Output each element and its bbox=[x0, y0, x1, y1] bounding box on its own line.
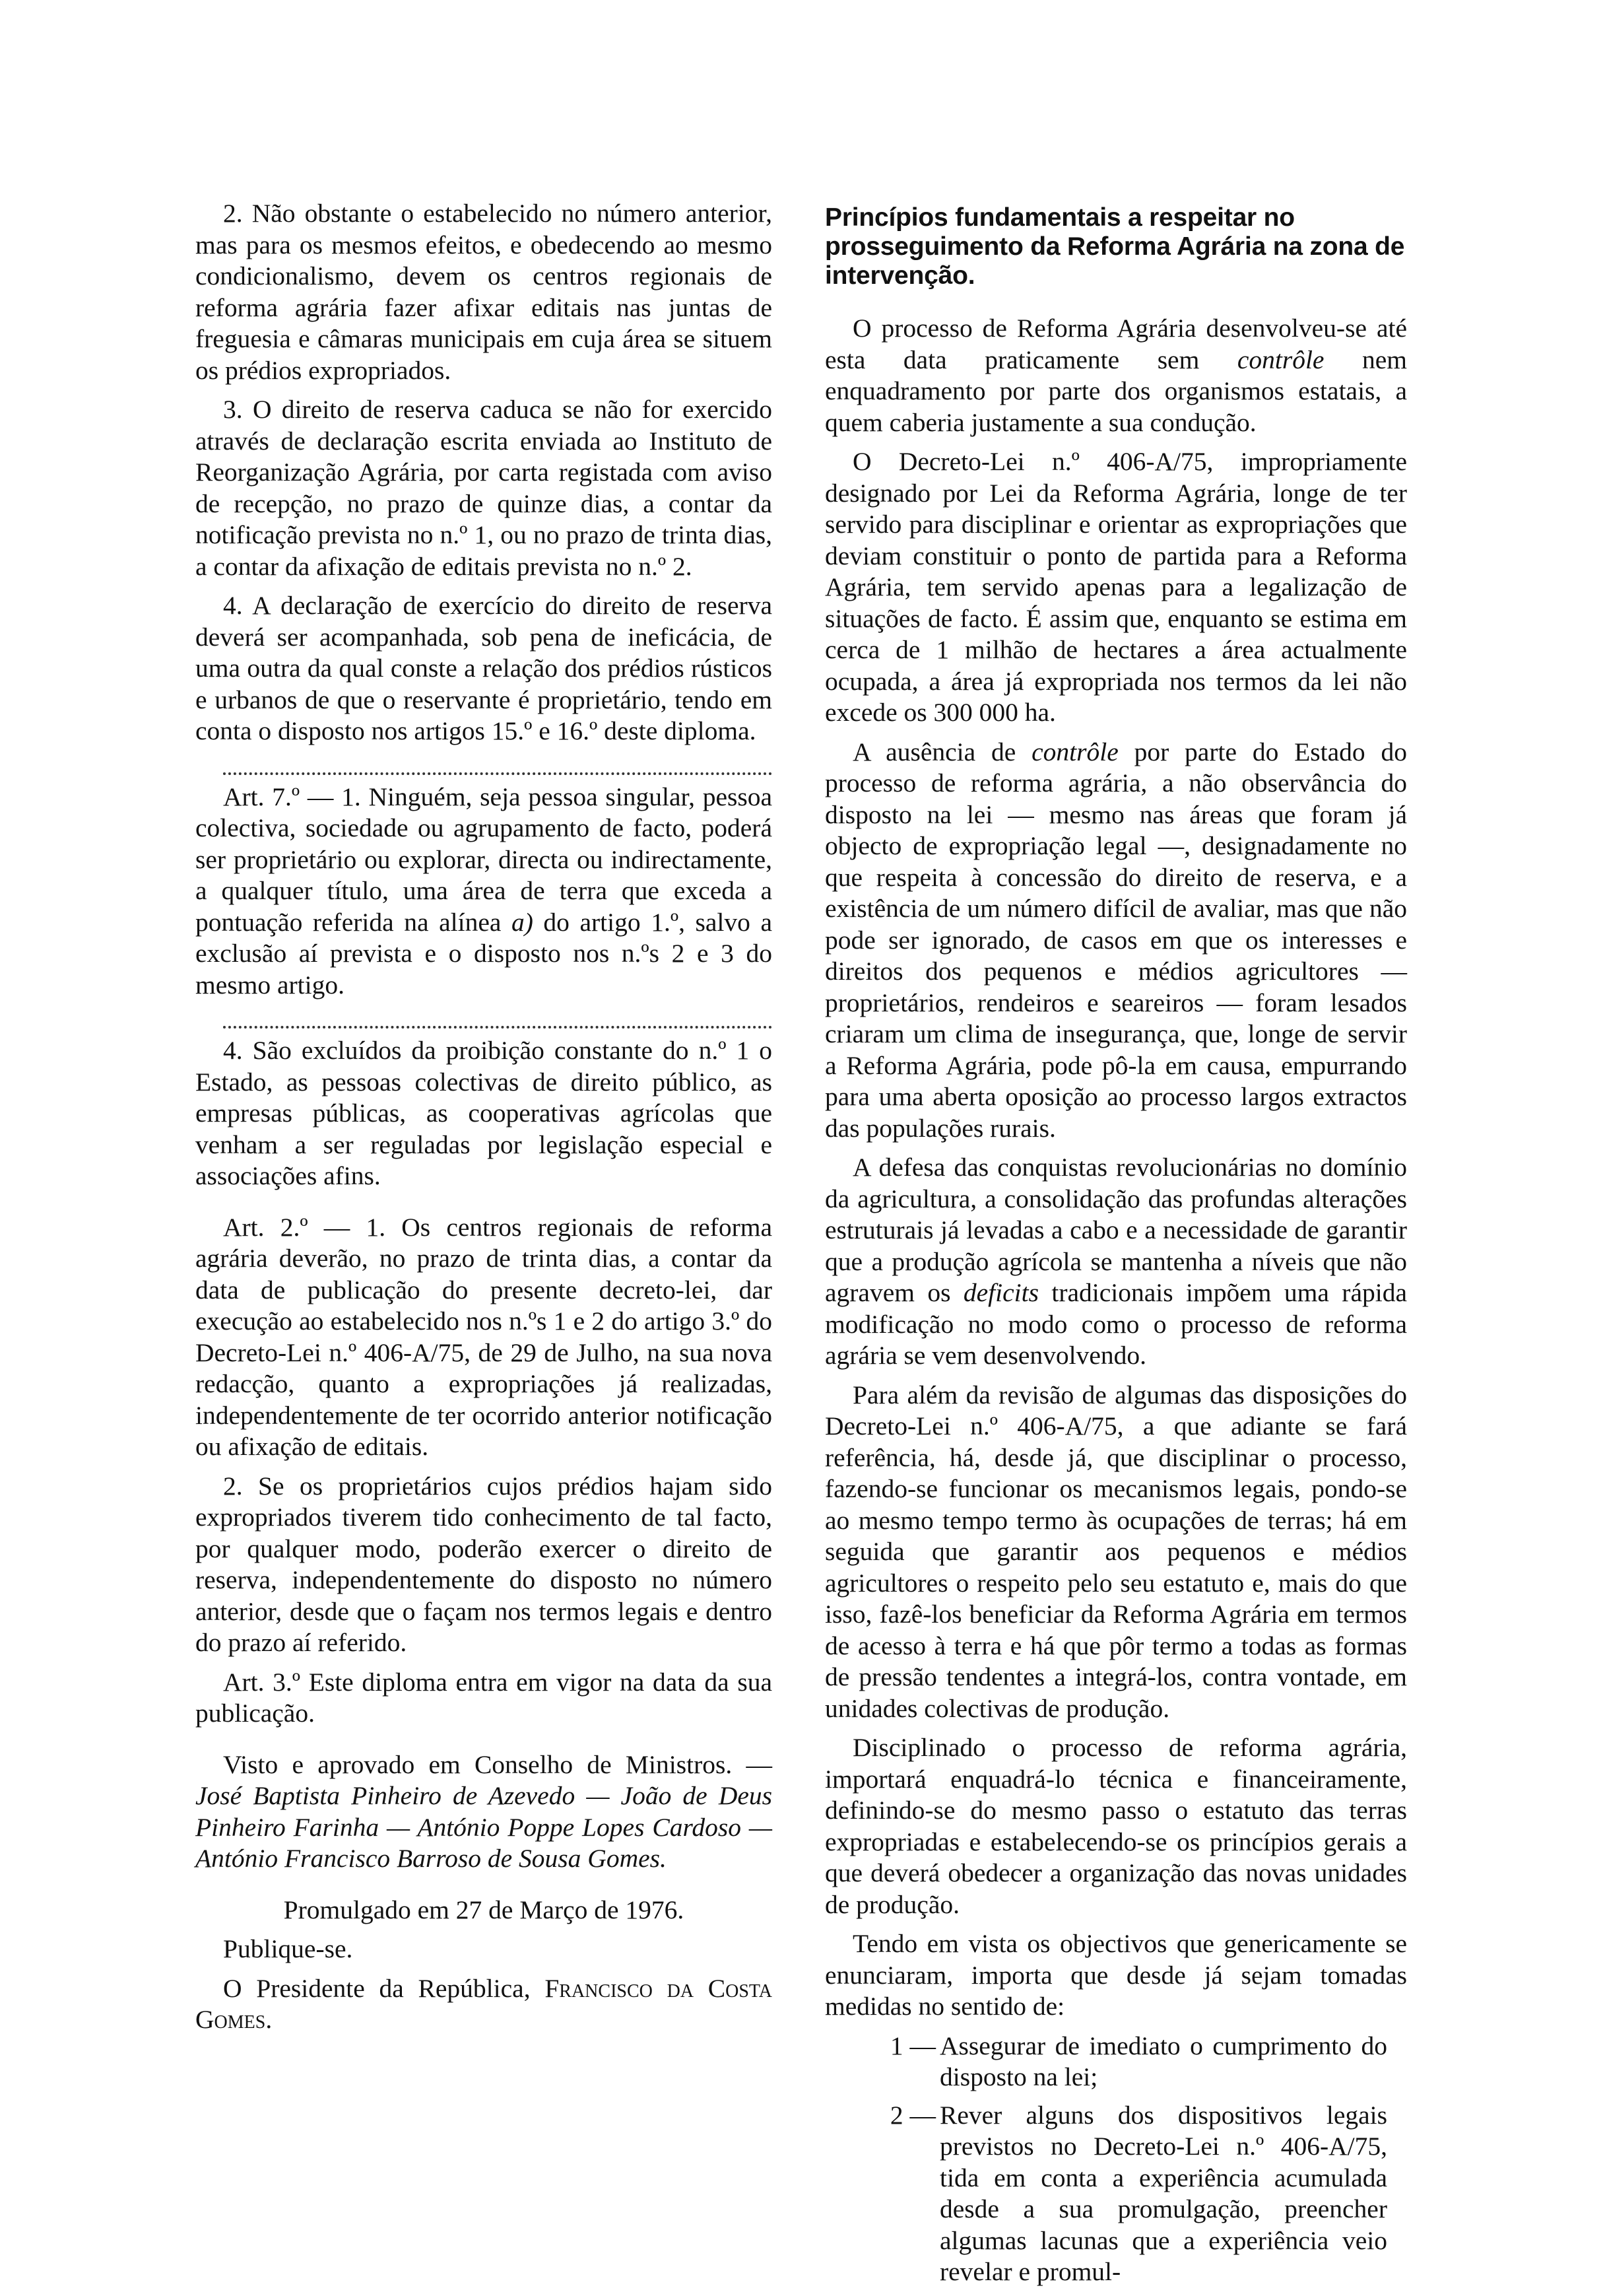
ellipsis-separator bbox=[223, 1009, 772, 1029]
list-item-text: Assegurar de imediato o cumprimento do disposto na lei; bbox=[940, 2031, 1387, 2091]
section-heading: Princípios fundamentais a respeitar no prosseguimento da Reforma Agrária na zona de intervenção. bbox=[825, 203, 1405, 290]
paragraph: A defesa das conquistas revolucionárias no domínio da agricultura, a consolidação das profundas alterações estruturais já levadas a cabo e a necessidade de garantir que a produção agrícola se mantenha a níveis que não agravem os deficits tradicionais impõem uma rápida modificação no modo como o processo de reforma agrária se vem desenvolvendo. bbox=[825, 1153, 1407, 1370]
measures-list bbox=[825, 2031, 1407, 2288]
list-item bbox=[825, 2031, 1407, 2093]
paragraph: A ausência de contrôle por parte do Estado do processo de reforma agrária, a não observância do disposto na lei — mesmo nas áreas que foram já objecto de expropriação legal —, designadamente no que respeita à concessão do direito de reserva, e a existência de um número difícil de avaliar, mas que não pode ser ignorado, de casos em que os interesses e direitos dos pequenos e médios agricultores — proprietários, rendeiros e seareiros — foram lesados criaram um clima de insegurança, que, longe de servir a Reforma Agrária, pode pô-la em causa, empurrando para uma aberta oposição ao processo largos extractos das populações rurais. bbox=[825, 737, 1407, 1143]
article-7-paragraph: Art. 7.º — 1. Ninguém, seja pessoa singular, pessoa colectiva, sociedade ou agrupamento de facto, poderá ser proprietário ou explorar, directa ou indirectamente, a qualquer título, uma área de terra que exceda a pontuação referida na alínea a) do artigo 1.º, salvo a exclusão aí prevista e o disposto nos n.ºs 2 e 3 do mesmo artigo. bbox=[195, 782, 772, 999]
promulgation-date: Promulgado em 27 de Março de 1976. bbox=[283, 1895, 684, 1924]
paragraph: Tendo em vista os objectivos que genericamente se enunciaram, importa que desde já sejam tomadas medidas no sentido de: bbox=[825, 1929, 1407, 2021]
paragraph: O Decreto-Lei n.º 406-A/75, impropriamente designado por Lei da Reforma Agrária, longe de ter servido para disciplinar e orientar as expropriações que deviam constituir o ponto de partida para a Reforma Agrária, tem servido apenas para a legalização de situações de facto. É assim que, enquanto se estima em cerca de 1 milhão de hectares a área actualmente ocupada, a área já expropriada nos termos da lei não excede os 300 000 ha. bbox=[825, 447, 1407, 727]
paragraph: 3. O direito de reserva caduca se não for exercido através de declaração escrita enviada ao Instituto de Reorganização Agrária, por carta registada com aviso de recepção, no prazo de quinze dias, a contar da notificação prevista no n.º 1, ou no prazo de trinta dias, a contar da afixação de editais prevista no n.º 2. bbox=[195, 395, 772, 581]
paragraph: 2. Não obstante o estabelecido no número anterior, mas para os mesmos efeitos, e obedecendo ao mesmo condicionalismo, devem os centros regionais de reforma agrária fazer afixar editais nas juntas de freguesia e câmaras municipais em cuja área se situem os prédios expropriados. bbox=[195, 199, 772, 385]
paragraph: 2. Se os proprietários cujos prédios hajam sido expropriados tiverem tido conhecimento de tal facto, por qualquer modo, poderão exercer o direito de reserva, independentemente do disposto no número anterior, desde que o façam nos termos legais e dentro do prazo aí referido. bbox=[195, 1471, 772, 1657]
publique-se: Publique-se. bbox=[223, 1934, 353, 1963]
right-column bbox=[825, 198, 1407, 2296]
article-2-paragraph: Art. 2.º — 1. Os centros regionais de reforma agrária deverão, no prazo de trinta dias, a contar da data de publicação do presente decreto-lei, dar execução ao estabelecido nos n.ºs 1 e 2 do artigo 3.º do Decreto-Lei n.º 406-A/75, de 29 de Julho, na sua nova redacção, quanto a expropriações já realizadas, independentemente de ter ocorrido anterior notificação ou afixação de editais. bbox=[195, 1212, 772, 1461]
paragraph: 4. A declaração de exercício do direito de reserva deverá ser acompanhada, sob pena de ineficácia, de uma outra da qual conste a relação dos prédios rústicos e urbanos de que o reservante é proprietário, tendo em conta o disposto nos artigos 15.º e 16.º deste diploma. bbox=[195, 591, 772, 745]
paragraph: Para além da revisão de algumas das disposições do Decreto-Lei n.º 406-A/75, a que adiante se fará referência, há, desde já, que disciplinar o processo, fazendo-se funcionar os mecanismos legais, pondo-se ao mesmo tempo termo às ocupações de terras; há em seguida que garantir aos pequenos e médios agricultores o respeito pelo seu estatuto e, mais do que isso, fazê-los beneficiar da Reforma Agrária em termos de acesso à terra e há que pôr termo a todas as formas de pressão tendentes a integrá-los, contra vontade, em unidades colectivas de produção. bbox=[825, 1380, 1407, 1723]
ellipsis-separator bbox=[223, 755, 772, 775]
list-item-text: Rever alguns dos dispositivos legais previstos no Decreto-Lei n.º 406-A/75, tida em conta a experiência acumulada desde a sua promulgação, preencher algumas lacunas que a experiência veio revelar e promul- bbox=[940, 2100, 1387, 2286]
paragraph: Disciplinado o processo de reforma agrária, importará enquadrá-lo técnica e financeiramente, definindo-se do mesmo passo o estatuto das terras expropriadas e estabelecendo-se os princípios gerais a que deverá obedecer a organização das novas unidades de produção. bbox=[825, 1733, 1407, 1919]
article-3-paragraph: Art. 3.º Este diploma entra em vigor na data da sua publicação. bbox=[195, 1667, 772, 1728]
left-column bbox=[195, 198, 772, 2044]
president-signature: O Presidente da República, Francisco da Costa Gomes. bbox=[195, 1973, 772, 2034]
list-item-number: 1 — bbox=[890, 2031, 936, 2060]
paragraph: 4. São excluídos da proibição constante do n.º 1 o Estado, as pessoas colectivas de direito público, as empresas públicas, as cooperativas agrícolas que venham a ser reguladas por legislação especial e associações afins. bbox=[195, 1036, 772, 1190]
paragraph: O processo de Reforma Agrária desenvolveu-se até esta data praticamente sem contrôle nem enquadramento por parte dos organismos estatais, a quem caberia justamente a sua condução. bbox=[825, 314, 1407, 437]
approval-paragraph: Visto e aprovado em Conselho de Ministros. — José Baptista Pinheiro de Azevedo — João de Deus Pinheiro Farinha — António Poppe Lopes Cardoso — António Francisco Barroso de Sousa Gomes. bbox=[195, 1749, 772, 1873]
list-item-number: 2 — bbox=[890, 2100, 936, 2130]
list-item bbox=[825, 2100, 1407, 2288]
